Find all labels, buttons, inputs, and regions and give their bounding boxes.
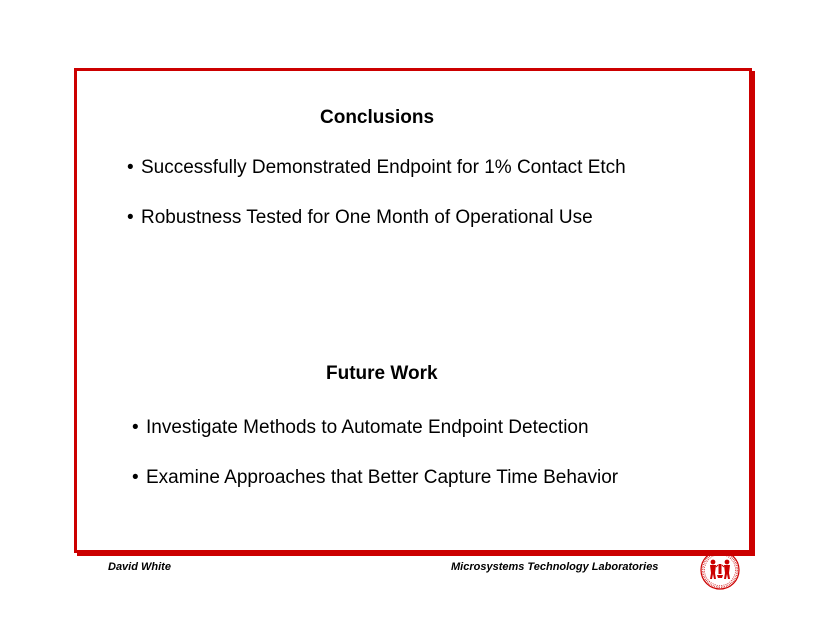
bullet-icon: •: [132, 417, 139, 438]
conclusions-item-text: Successfully Demonstrated Endpoint for 1% Contact Etch: [141, 157, 626, 178]
conclusions-heading: Conclusions: [320, 107, 435, 128]
future-work-item: [132, 467, 618, 489]
mit-seal-icon: [699, 549, 741, 591]
conclusions-item: [127, 157, 626, 179]
bullet-icon: •: [127, 207, 134, 228]
future-work-heading: Future Work: [326, 363, 438, 384]
future-work-item: [132, 417, 589, 439]
future-work-item-text: Investigate Methods to Automate Endpoint Detection: [146, 417, 589, 438]
future-work-item-text: Examine Approaches that Better Capture Time Behavior: [146, 467, 619, 488]
bullet-icon: •: [127, 157, 134, 178]
footer-author: David White: [108, 561, 171, 573]
footer-organization: Microsystems Technology Laboratories: [451, 561, 659, 573]
bullet-icon: •: [132, 467, 139, 488]
conclusions-item-text: Robustness Tested for One Month of Operational Use: [141, 207, 593, 228]
conclusions-item: [127, 207, 593, 229]
